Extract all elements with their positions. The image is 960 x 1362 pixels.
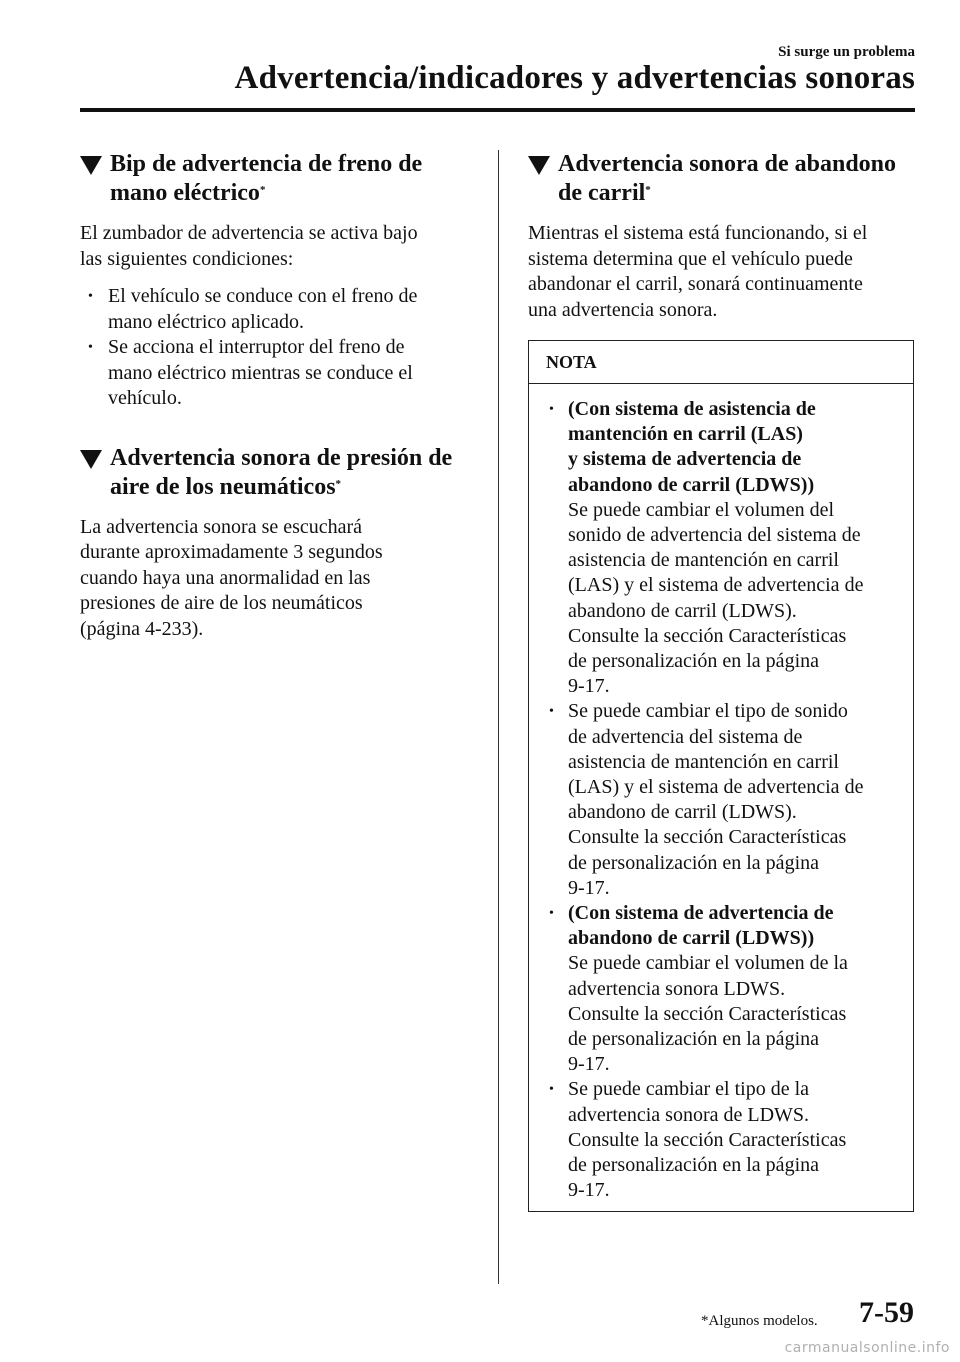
heading-line: Advertencia sonora de abandono [558, 151, 897, 177]
text-line: de personalización en la página [568, 1028, 819, 1051]
text-line: (LAS) y el sistema de advertencia de [568, 776, 864, 799]
note-item [549, 1077, 901, 1203]
text-line: vehículo. [108, 387, 182, 409]
text-line: presiones de aire de los neumáticos [80, 592, 363, 614]
text-line: (página 4-233). [80, 617, 204, 640]
bullet-icon: • [88, 340, 93, 355]
heading-tire-pressure [80, 444, 470, 502]
paragraph [80, 221, 470, 272]
note-condition: y sistema de advertencia de [568, 448, 802, 471]
heading-line: aire de los neumáticos [110, 473, 336, 500]
note-condition: abandono de carril (LDWS)) [568, 473, 815, 496]
heading-parking-brake [80, 150, 470, 208]
text-line: de advertencia del sistema de [568, 725, 803, 748]
text-line: La advertencia sonora se escuchará [80, 515, 363, 538]
heading-line: Advertencia sonora de presión de [110, 444, 453, 471]
text-line: advertencia sonora LDWS. [568, 977, 786, 1000]
list-item [88, 284, 470, 335]
heading-lane-departure [528, 150, 916, 208]
note-list [529, 397, 913, 1204]
heading-line: mano eléctrico [110, 180, 260, 206]
text-line: sistema determina que el vehículo puede [528, 247, 853, 270]
section-label: Si surge un problema [778, 44, 915, 60]
text-line: abandono de carril (LDWS). [568, 599, 797, 622]
text-line: las siguientes condiciones: [80, 247, 294, 270]
right-column [528, 150, 916, 323]
text-line: (LAS) y el sistema de advertencia de [568, 574, 864, 597]
text-line: Consulte la sección Características [568, 624, 847, 647]
text-line: Consulte la sección Características [568, 1002, 847, 1025]
text-line: mano eléctrico mientras se conduce el [108, 361, 413, 384]
text-line: Mientras el sistema está funcionando, si el [528, 222, 868, 244]
text-line: cuando haya una anormalidad en las [80, 566, 371, 589]
page-reference: 9-17. [568, 1053, 610, 1076]
paragraph [80, 515, 470, 643]
note-item [549, 901, 901, 1077]
note-box [528, 340, 914, 1212]
list-item [88, 335, 470, 412]
text-line: durante aproximadamente 3 segundos [80, 541, 383, 563]
header-rule [80, 108, 915, 112]
text-line: de personalización en la página [568, 650, 819, 673]
text-line: mano eléctrico aplicado. [108, 310, 305, 333]
page-number: 7-59 [859, 1296, 914, 1329]
footnote: *Algunos modelos. [701, 1313, 818, 1329]
note-title: NOTA [529, 341, 913, 384]
note-item [549, 397, 901, 699]
bullet-icon: • [549, 906, 554, 922]
bullet-icon: • [549, 402, 554, 417]
text-line: una advertencia sonora. [528, 298, 718, 321]
page-reference: 9-17. [568, 1179, 610, 1202]
text-line: sonido de advertencia del sistema de [568, 524, 861, 547]
text-line: Se puede cambiar el volumen del [568, 498, 835, 521]
heading-line: de carril [558, 180, 646, 206]
text-line: Se puede cambiar el tipo de la [568, 1078, 810, 1101]
page-reference: 9-17. [568, 876, 610, 899]
text-line: Consulte la sección Características [568, 1128, 847, 1151]
bullet-icon: • [549, 704, 554, 720]
text-line: de personalización en la página [568, 851, 819, 874]
footnote-mark: * [259, 184, 266, 196]
footnote-mark: * [645, 184, 651, 196]
triangle-icon [528, 156, 550, 175]
footnote-mark: * [335, 477, 342, 490]
note-condition: mantención en carril (LAS) [568, 423, 803, 446]
triangle-icon [80, 450, 102, 469]
text-line: advertencia sonora de LDWS. [568, 1103, 810, 1126]
text-line: El zumbador de advertencia se activa bajo [80, 222, 418, 244]
left-column [80, 150, 470, 642]
text-line: abandono de carril (LDWS). [568, 801, 797, 824]
text-line: Se puede cambiar el volumen de la [568, 952, 848, 975]
page-reference: 9-17. [568, 675, 610, 698]
bullet-icon: • [88, 289, 93, 304]
text-line: Se puede cambiar el tipo de sonido [568, 700, 848, 723]
heading-line: Bip de advertencia de freno de [110, 151, 423, 177]
text-line: abandonar el carril, sonará continuamente [528, 273, 863, 295]
text-line: de personalización en la página [568, 1154, 819, 1177]
note-condition: (Con sistema de advertencia de [568, 902, 834, 925]
text-line: Consulte la sección Características [568, 826, 847, 849]
text-line: asistencia de mantención en carril [568, 549, 839, 572]
column-divider [498, 150, 499, 1284]
bullet-icon: • [549, 1082, 554, 1098]
note-item [549, 699, 901, 901]
paragraph [528, 221, 916, 323]
watermark: carmanualsonline.info [784, 1340, 950, 1356]
condition-list [80, 284, 470, 412]
triangle-icon [80, 156, 102, 175]
text-line: asistencia de mantención en carril [568, 750, 839, 773]
text-line: El vehículo se conduce con el freno de [108, 285, 418, 307]
note-condition: (Con sistema de asistencia de [568, 398, 816, 420]
text-line: Se acciona el interruptor del freno de [108, 336, 405, 358]
note-condition: abandono de carril (LDWS)) [568, 927, 815, 950]
page-title: Advertencia/indicadores y advertencias sonoras [234, 60, 915, 96]
